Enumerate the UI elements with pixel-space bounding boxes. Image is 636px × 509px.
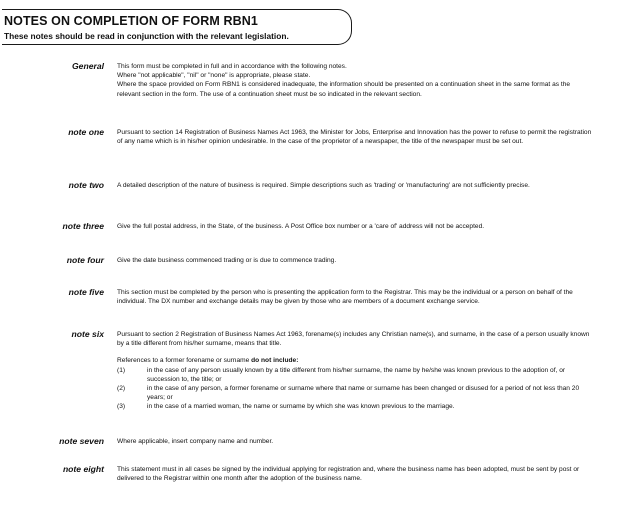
reference-item (117, 402, 593, 411)
page-subtitle: These notes should be read in conjunction with the relevant legislation. (4, 31, 289, 41)
reference-text: in the case of a married woman, the name or surname by which she was known previous to the marriage. (147, 403, 455, 411)
note-text: Give the date business commenced trading or is due to commence trading. (117, 257, 337, 264)
reference-text: in the case of any person, a former forename or surname where that name or surname has been changed or disused for a period of not less than 20 years; or (147, 385, 580, 402)
reference-item (117, 366, 593, 384)
note-label: note eight (62, 464, 104, 474)
note-text: Where the space provided on Form RBN1 is considered inadequate, the information should be presented on a continuation sheet in the same format as the relevant section in the form. The use of a continuation sheet must be so indicated in the relevant section. (117, 81, 571, 98)
note-body (117, 256, 593, 265)
note-body (117, 330, 593, 412)
note-text: Where applicable, insert company name and number. (117, 438, 274, 445)
reference-number: (3) (117, 403, 126, 411)
reference-number: (1) (117, 366, 126, 374)
note-label: note two (68, 180, 104, 190)
reference-text: in the case of any person usually known by a title different from his/her surname, the name by he/she was known previous to the adoption of, or succession to, the title; or (147, 366, 566, 383)
note-body (117, 437, 593, 446)
references-intro-emphasis: do not include: (251, 357, 299, 365)
note-label: note six (71, 329, 104, 339)
page-title: NOTES ON COMPLETION OF FORM RBN1 (4, 14, 258, 28)
note-body (117, 465, 593, 483)
references-intro (117, 356, 593, 365)
references-block (117, 356, 593, 411)
note-body (117, 128, 593, 146)
note-text: This section must be completed by the person who is presenting the application form to the Registrar. This may be the individual or a person on behalf of the individual. The DX number and exchange details may be given by those who are members of a document exchange service. (117, 289, 573, 306)
note-body (117, 62, 593, 99)
note-body (117, 181, 593, 190)
note-text: Pursuant to section 2 Registration of Business Names Act 1963, forename(s) includes any Christian name(s), and surname, in the case of a person usually known by a title different from his/her surname, means that title. (117, 331, 590, 348)
note-label: General (71, 61, 104, 71)
note-label: note one (68, 127, 104, 137)
note-text: A detailed description of the nature of business is required. Simple descriptions such as 'trading' or 'manufacturing' are not sufficiently precise. (117, 182, 530, 189)
note-body (117, 288, 593, 306)
note-text: Where "not applicable", "nil" or "none" is appropriate, please state. (117, 72, 311, 80)
note-text: Pursuant to section 14 Registration of Business Names Act 1963, the Minister for Jobs, Enterprise and Innovation has the power to refuse to permit the registration of any name which is in his/her opinion undesirable. In the case of the proprietor of a newspaper, the title of the newspaper must be set out. (117, 129, 592, 146)
note-text: This form must be completed in full and in accordance with the following notes. (117, 63, 347, 70)
note-label: note three (62, 221, 104, 231)
note-label: note four (66, 255, 104, 265)
note-text: This statement must in all cases be signed by the individual applying for registration and, where the business name has been adopted, must be sent by post or delivered to the Registrar within one month after the adoption of the business name. (117, 466, 580, 483)
note-label: note five (68, 287, 104, 297)
note-body (117, 222, 593, 231)
note-label: note seven (59, 436, 104, 446)
reference-item (117, 384, 593, 402)
note-text: Give the full postal address, in the State, of the business. A Post Office box number or a 'care of' address will not be accepted. (117, 223, 485, 230)
references-intro-text: References to a former forename or surname (117, 357, 252, 365)
reference-number: (2) (117, 385, 126, 393)
